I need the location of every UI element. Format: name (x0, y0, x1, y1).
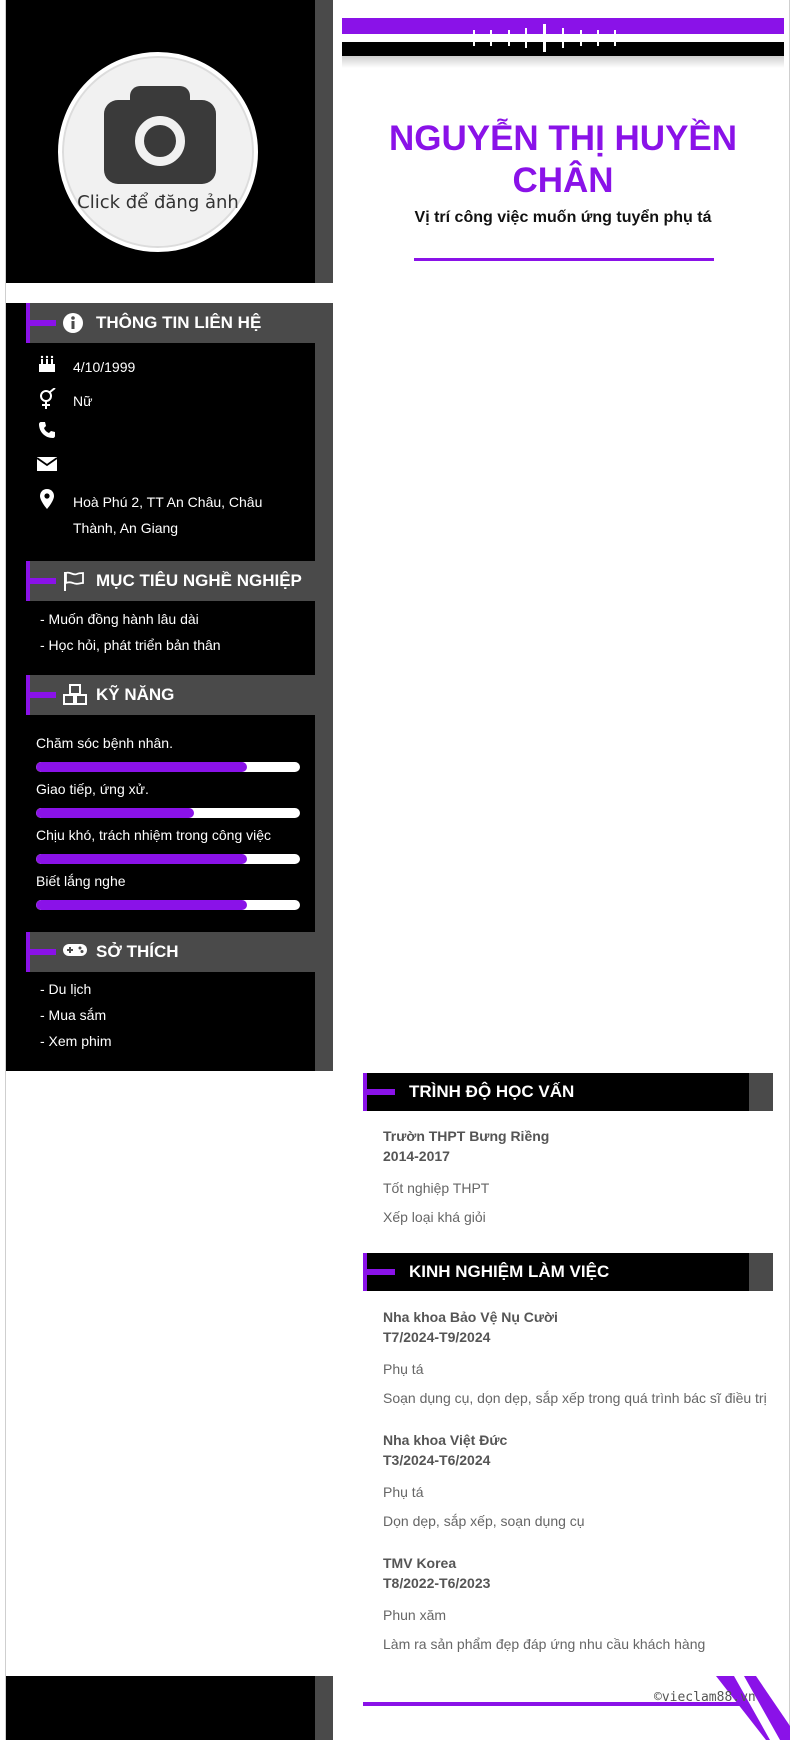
envelope-icon (36, 455, 58, 478)
gender-value: Nữ (73, 393, 93, 409)
job-description: Dọn dẹp, sắp xếp, soạn dụng cụ (383, 1513, 585, 1529)
experience-section-header (363, 1253, 773, 1291)
objective-item: - Học hỏi, phát triển bản thân (40, 637, 221, 653)
hobby-item: - Du lịch (40, 981, 92, 997)
candidate-name: NGUYỄN THỊ HUYỀN CHÂN (388, 119, 738, 200)
skill-bar-fill (36, 900, 247, 910)
skill-label: Giao tiếp, ứng xử. (36, 781, 149, 797)
education-title: TRÌNH ĐỘ HỌC VẤN (409, 1082, 575, 1101)
hobby-item: - Xem phim (40, 1033, 112, 1049)
education-school: Trườn THPT Bưng Riềng (383, 1128, 550, 1144)
job-company: Nha khoa Việt Đức (383, 1432, 508, 1448)
skills-title: KỸ NĂNG (96, 685, 175, 704)
job-period: T3/2024-T6/2024 (383, 1452, 491, 1468)
flag-icon (62, 570, 84, 592)
skills-section-header (26, 675, 333, 715)
name-underline (414, 258, 714, 261)
gamepad-icon (62, 941, 84, 963)
skill-bar-fill (36, 762, 247, 772)
address-value: Hoà Phú 2, TT An Châu, Châu Thành, An Giang (73, 494, 263, 536)
footer-panel-strip (315, 1676, 333, 1740)
experience-title: KINH NGHIỆM LÀM VIỆC (409, 1262, 610, 1281)
job-description: Soạn dụng cụ, dọn dẹp, sắp xếp trong quá trình bác sĩ điều trị (383, 1390, 767, 1406)
watermark: ©vieclam88.vn (654, 1690, 756, 1705)
hobbies-title: SỞ THÍCH (96, 942, 179, 961)
objective-title: MỤC TIÊU NGHỀ NGHIỆP (96, 571, 302, 590)
skill-bar (36, 808, 300, 818)
education-section-header (363, 1073, 773, 1111)
skill-label: Chịu khó, trách nhiệm trong công việc (36, 827, 272, 843)
footer-corner-decoration (716, 1676, 790, 1740)
contact-section-header (26, 303, 333, 343)
job-role: Phun xăm (383, 1607, 447, 1623)
education-rank: Xếp loại khá giỏi (383, 1209, 486, 1225)
info-icon (62, 312, 84, 334)
skill-bar (36, 762, 300, 772)
skill-bar (36, 900, 300, 910)
job-company: TMV Korea (383, 1555, 457, 1571)
objective-item: - Muốn đồng hành lâu dài (40, 611, 199, 627)
skill-bar-fill (36, 808, 194, 818)
avatar-panel-strip (315, 0, 333, 283)
footer-panel (6, 1676, 315, 1740)
avatar-upload-label: Click để đăng ảnh (77, 192, 239, 213)
job-description: Làm ra sản phẩm đẹp đáp ứng nhu cầu khách hàng (383, 1636, 706, 1652)
skill-bar (36, 854, 300, 864)
education-degree: Tốt nghiệp THPT (383, 1180, 490, 1196)
skill-label: Biết lắng nghe (36, 873, 126, 889)
job-period: T8/2022-T6/2023 (383, 1575, 491, 1591)
skill-bar-fill (36, 854, 247, 864)
objective-section-header (26, 561, 333, 601)
job-company: Nha khoa Bảo Vệ Nụ Cười (383, 1309, 558, 1325)
education-period: 2014-2017 (383, 1148, 450, 1164)
job-period: T7/2024-T9/2024 (383, 1329, 491, 1345)
hobby-item: - Mua sắm (40, 1007, 107, 1023)
map-marker-icon (36, 489, 58, 514)
gender-icon (36, 388, 58, 415)
avatar-upload[interactable] (58, 52, 258, 252)
birthday-value: 4/10/1999 (73, 359, 136, 375)
cubes-icon (62, 684, 84, 706)
skill-label: Chăm sóc bệnh nhân. (36, 735, 173, 751)
job-role: Phụ tá (383, 1484, 424, 1500)
phone-icon (36, 421, 58, 444)
contact-title: THÔNG TIN LIÊN HỆ (96, 313, 262, 332)
job-role: Phụ tá (383, 1361, 424, 1377)
birthday-cake-icon (36, 354, 58, 379)
desired-position: Vị trí công việc muốn ứng tuyển phụ tá (414, 209, 712, 226)
hobbies-section-header (26, 932, 333, 972)
camera-icon (104, 86, 216, 184)
header-banner-shadow (342, 56, 784, 68)
